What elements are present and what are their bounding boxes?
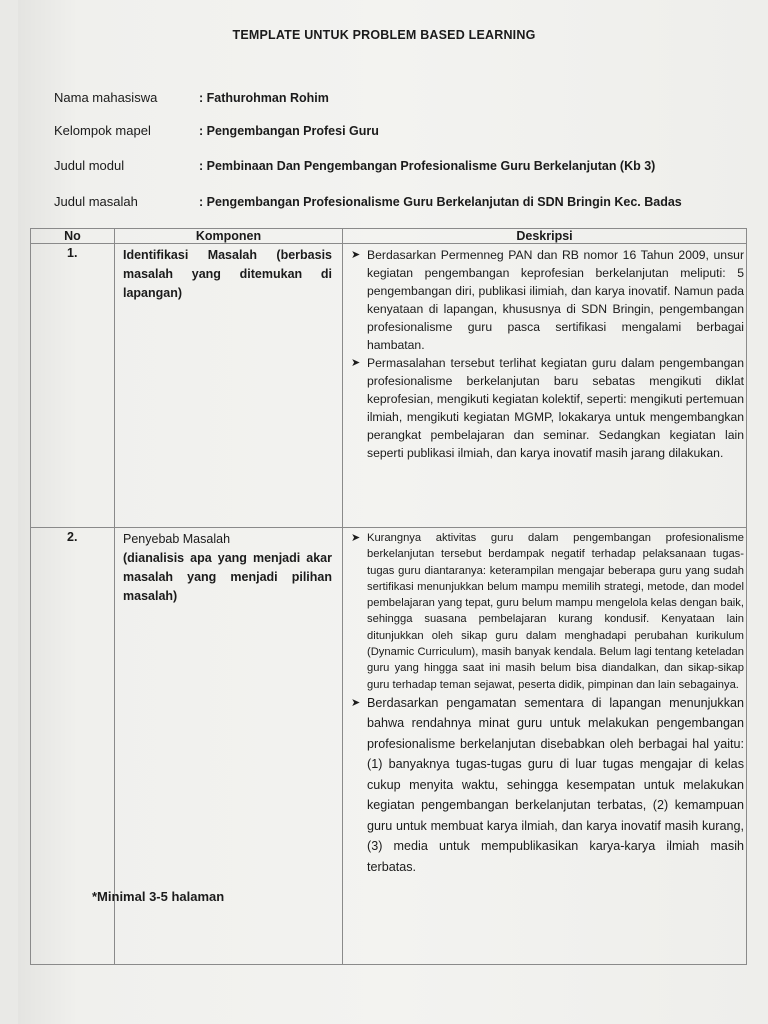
header-no: No [31, 229, 115, 244]
arrow-bullet-icon: ➤ [351, 696, 361, 709]
row-number: 2. [31, 528, 115, 965]
component-text: Identifikasi Masalah (berbasis masalah yang ditemukan di lapangan) [123, 248, 332, 300]
meta-value: : Pengembangan Profesi Guru [199, 124, 379, 138]
table-header-row [31, 229, 747, 244]
bullet-text: Berdasarkan Permenneg PAN dan RB nomor 16 Tahun 2009, unsur kegiatan pengembangan keprofesian berkelanjutan meliputi: 5 pengembangan diri, publikasi ilimiah, dan karya inovatif. Namun pada kenyataan di lapangan, khususnya di SDN Bringin, pengembangan profesionalisme guru pasca sertifikasi mengalami berbagai hambatan. [367, 248, 744, 352]
description-cell [343, 244, 747, 528]
page-count-note: *Minimal 3-5 halaman [92, 889, 225, 904]
bullet-text: Berdasarkan pengamatan sementara di lapangan menunjukkan bahwa rendahnya minat guru untuk melakukan pengembangan profesionalisme berkelanjutan disebabkan oleh berbagai hal yaitu: (1) banyaknya tugas-tugas guru di luar tugas mengajar di kelas cukup menyita waktu, sehingga kesempatan untuk melakukan kegiatan pengembangan berkelanjutan terbatas, (2) kemampuan guru untuk membuat karya ilmiah, dan karya inovatif masih kurang, (3) media untuk mempublikasikan karya-karya ilmiah masih terbatas. [367, 695, 744, 874]
list-item [351, 530, 744, 693]
meta-row-modul [54, 158, 655, 173]
meta-label: Judul masalah [54, 194, 138, 209]
arrow-bullet-icon: ➤ [351, 532, 361, 544]
meta-value: : Pembinaan Dan Pengembangan Profesionalisme Guru Berkelanjutan (Kb 3) [199, 159, 656, 173]
arrow-bullet-icon: ➤ [351, 357, 361, 369]
list-item [351, 354, 744, 462]
component-cell [115, 244, 343, 528]
document-title: TEMPLATE UNTUK PROBLEM BASED LEARNING [232, 28, 536, 42]
header-komponen: Komponen [115, 229, 343, 244]
pbl-table [30, 228, 747, 965]
bullet-text: Kurangnya aktivitas guru dalam pengembangan profesionalisme berkelanjutan tersebut berdampak negatif terhadap pelaksanaan tugas-tugas guru diantaranya: keterampilan mengajar beberapa guru yang sudah sertifikasi menunjukkan belum mampu memilih strategi, metode, dan model pembelajaran yang tepat, guru belum mampu mengelola kelas dengan baik, sehingga suasana pembelajaran kurang kondusif. Kenyataan lain ditunjukkan oleh sikap guru dalam menghadapi perubahan kurikulum (Dynamic Curriculum), masih banyak kendala. Belum lagi tentang keteladan guru yang hingga saat ini masih belum bisa diandalkan, dan sikap-sikap guru terhadap teman sejawat, peserta didik, pimpinan dan lain sebagainya. [367, 532, 744, 691]
arrow-bullet-icon: ➤ [351, 249, 361, 261]
meta-row-kelompok [54, 123, 379, 138]
meta-value: : Fathurohman Rohim [199, 91, 329, 105]
header-deskripsi: Deskripsi [343, 229, 747, 244]
row-number: 1. [31, 244, 115, 528]
meta-label: Nama mahasiswa [54, 90, 158, 105]
meta-label: Judul modul [54, 158, 125, 173]
meta-value: : Pengembangan Profesionalisme Guru Berkelanjutan di SDN Bringin Kec. Badas [199, 195, 682, 209]
list-item [351, 693, 744, 878]
meta-row-nama [54, 90, 329, 105]
list-item [351, 246, 744, 354]
component-title: Penyebab Masalah [123, 532, 231, 546]
meta-label: Kelompok mapel [54, 123, 151, 138]
description-cell [343, 528, 747, 965]
component-text: (dianalisis apa yang menjadi akar masalah yang menjadi pilihan masalah) [123, 551, 332, 603]
meta-row-masalah [54, 194, 682, 209]
table-row [31, 244, 747, 528]
bullet-text: Permasalahan tersebut terlihat kegiatan guru dalam pengembangan profesionalisme berkelanjutan baru sebatas mengikuti diklat keprofesian, mengikuti kegiatan kolektif, seperti: mengikuti pertemuan ilmiah, mengikuti kegiatan MGMP, lokakarya untuk mengembangkan perangkat pembelajaran dan seminar. Sedangkan kegiatan lain seperti publikasi ilmiah, dan karya inovatif masih jarang dilakukan. [367, 356, 744, 460]
